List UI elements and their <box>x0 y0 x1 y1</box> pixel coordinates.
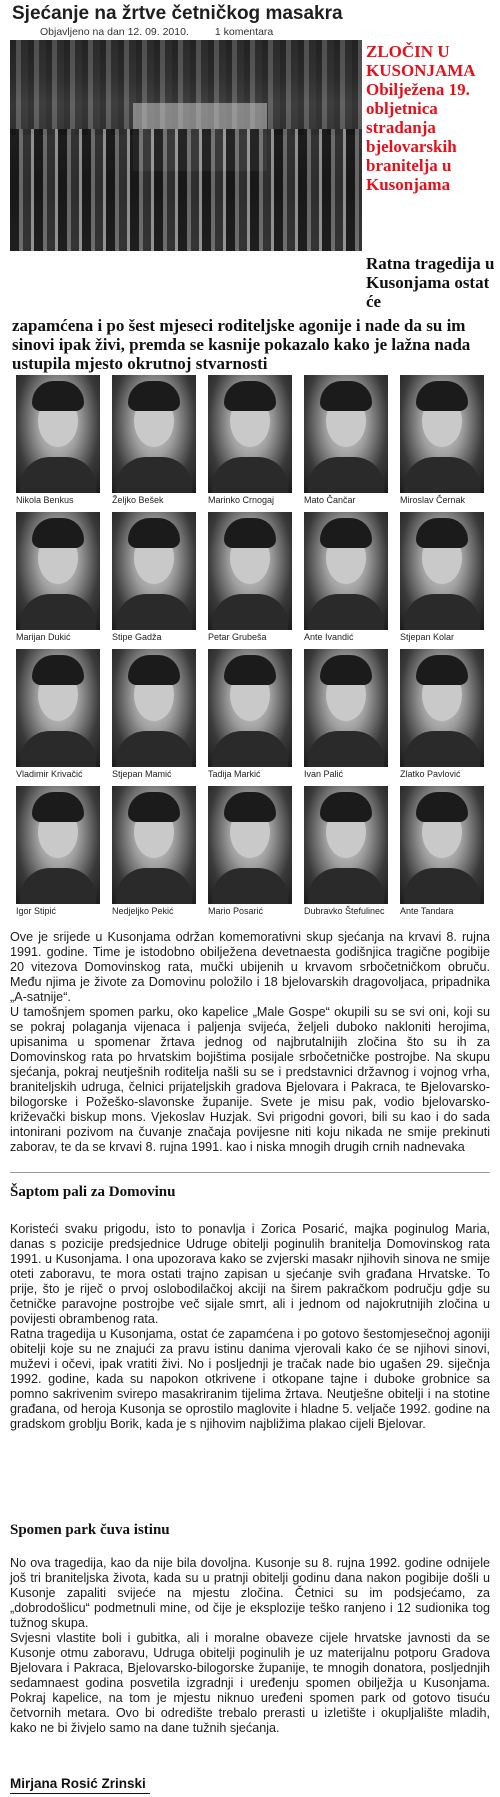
victim-card <box>394 786 490 923</box>
victim-name: Zlatko Pavlović <box>400 769 461 779</box>
victim-name: Vladimir Krivačić <box>16 769 83 779</box>
publish-date: Objavljeno na dan 12. 09. 2010. <box>40 26 189 38</box>
portrait-photo <box>16 375 100 493</box>
victim-card <box>106 375 202 512</box>
author-underline <box>10 1793 150 1794</box>
victim-card <box>298 649 394 786</box>
victim-card <box>202 786 298 923</box>
victim-name: Stipe Gadža <box>112 632 162 642</box>
red-headline: ZLOČIN U KUSONJAMA Obilježena 19. obljetnica stradanja bjelovarskih branitelja u Kusonjama <box>366 42 475 194</box>
victim-name: Mario Posarić <box>208 906 264 916</box>
victims-portrait-grid <box>10 375 490 923</box>
portrait-photo <box>208 649 292 767</box>
victim-card <box>106 649 202 786</box>
portrait-photo <box>112 786 196 904</box>
lead-text-side: Ratna tragedija u Kusonjama ostat će <box>366 254 495 311</box>
portrait-photo <box>208 512 292 630</box>
portrait-photo <box>304 649 388 767</box>
comments-link[interactable]: 1 komentara <box>214 26 274 38</box>
paragraph: Svjesni vlastite boli i gubitka, ali i moralne obaveze cijele hrvatske javnosti da se Kusonje otmu zaboravu, Udruga obitelji poginulih je uz materijalnu potporu Gradova Bjelovara i Pakraca, Bjelovarsko-bilogorske županije, te mnogih donatora, posljednjih sedamnaest godina posvetila izgradnji i uređenju spomen obilježja u Kusonjama. Pokraj kapelice, na tom je mjestu niknuo uređeni spomen park od gotovo tisuću četvornih metara. Ovo bi odredište trebalo prerasti u izletište i okupljalište mladih, kako ne bi živjelo samo na dane tužnih sjećanja. <box>10 1631 490 1735</box>
victim-name: Miroslav Černak <box>400 495 466 505</box>
victim-card <box>394 512 490 649</box>
portrait-photo <box>112 649 196 767</box>
article-meta <box>40 26 273 38</box>
funeral-photo <box>10 40 362 251</box>
victim-name: Dubravko Štefulinec <box>304 906 385 916</box>
portrait-photo <box>208 375 292 493</box>
portrait-photo <box>16 786 100 904</box>
victim-name: Tadija Markić <box>208 769 261 779</box>
paragraph: Ratna tragedija u Kusonjama, ostat će zapamćena i po gotovo šestomjesečnoj agoniji obitelji koje su ne znajući za pravu istinu danima vjerovali kako će se njihovi sinovi, muževi i očevi, ipak vratiti živi. No i posljednji je tračak nade bio ugašen 29. siječnja 1992. godine, kada su napokon otkrivene i otkopane tajne i duboke grobnice sa pomno sakrivenim svirepo masakriranim tijelima žrtava. Neutješne obitelji i na stotine građana, od heroja Kusonja se oprostilo maglovite i hladne 5. veljače 1992. godine na gradskom groblju Borik, kada je s njihovim najbližima plakao cijeli Bjelovar. <box>10 1327 490 1431</box>
victim-card <box>298 512 394 649</box>
section2-text <box>10 1222 490 1432</box>
portrait-photo <box>400 649 484 767</box>
victim-card <box>394 649 490 786</box>
victim-name: Ivan Palić <box>304 769 344 779</box>
victim-name: Marinko Crnogaj <box>208 495 275 505</box>
portrait-photo <box>400 512 484 630</box>
victim-card <box>106 786 202 923</box>
portrait-photo <box>16 649 100 767</box>
portrait-photo <box>304 786 388 904</box>
victim-name: Mato Čančar <box>304 495 356 505</box>
portrait-photo <box>112 375 196 493</box>
section-heading: Spomen park čuva istinu <box>10 1522 170 1538</box>
portrait-photo <box>112 512 196 630</box>
portrait-photo <box>304 512 388 630</box>
article-title: Sjećanje na žrtve četničkog masakra <box>12 3 343 24</box>
divider <box>10 1172 490 1173</box>
victim-name: Petar Grubeša <box>208 632 267 642</box>
victim-card <box>394 375 490 512</box>
lead-text: zapamćena i po šest mjeseci roditeljske agonije i nade da su im sinovi ipak živi, premda se kasnije pokazalo kako je lažna nada ustupila mjesto okrutnoj stvarnosti <box>12 316 471 373</box>
paragraph: U tamošnjem spomen parku, oko kapelice „Male Gospe“ okupili su se svi oni, koji su se pokraj polaganja vijenaca i paljenja svijeća, željeli duboko nakloniti herojima, upisanima u spomenar žrtava jednog od najbrutalnijih zločina što su ih za Domovinskog rata po hrvatskim bojištima posijale srbočetničke postrojbe. Na skupu sjećanja, pokraj neutješnih roditelja našli su se i predstavnici državnog i vojnog vrha, braniteljskih udruga, čelnici prijateljskih gradova Bjelovara i Pakraca, te Bjelovarsko-bilogorske i Požeško-slavonske županije. Svete je misu pak, vodio bjelovarsko-križevački biskup mons. Vjekoslav Huzjak. Svi prigodni govori, bili su kao i do sada intonirani pozivom na čuvanje značaja povijesne niti koju nikada ne smije prekinuti zaborav, te da se krvavi 8. rujna 1991. kao i niska mnogih drugih crnih nadnevaka <box>10 1005 490 1154</box>
victim-card <box>10 786 106 923</box>
portrait-photo <box>208 786 292 904</box>
victim-name: Ante Tandara <box>400 906 454 916</box>
victim-card <box>10 512 106 649</box>
victim-name: Željko Bešek <box>112 495 164 505</box>
paragraph: Koristeći svaku prigodu, isto to ponavlja i Zorica Posarić, majka poginulog Maria, danas s pozicije predsjednice Udruge obitelji poginulih branitelja Domovinskog rata 1991. u Kusonjama. I ona upozorava kako se zvjerski masakr njihovih sinova ne smije oteti zaboravu, te mora ostati trajno zapisan u sjećanje svih građana Hrvatske. To prije, što je riječ o prvoj oslobodilačkoj akciji na širem pakračkom području gdje su četničke paravojne postrojbe več sijale smrt, ali i jednom od najokrutnijih zločina u povijesti obrambenog rata. <box>10 1222 490 1326</box>
victim-card <box>202 649 298 786</box>
victim-card <box>202 512 298 649</box>
section3-text <box>10 1556 490 1736</box>
victim-card <box>298 375 394 512</box>
section-heading: Šaptom pali za Domovinu <box>10 1184 176 1200</box>
paragraph: Ove je srijede u Kusonjama održan komemorativni skup sjećanja na krvavi 8. rujna 1991. godine. Time je istodobno obilježena devetnaesta godišnjica tragične pogibije 20 vitezova Domovinskog rata, mučki ubijenih u krvavom srbočetničkom obruču. Među njima je živote za Domovinu položilo i 18 bjelovarskih dragovoljaca, pripadnika „A-satnije“. <box>10 930 490 1004</box>
victim-card <box>298 786 394 923</box>
portrait-photo <box>400 375 484 493</box>
victim-name: Stjepan Mamić <box>112 769 172 779</box>
victim-name: Nedjeljko Pekić <box>112 906 174 916</box>
victim-name: Ante Ivandić <box>304 632 354 642</box>
victim-name: Nikola Benkus <box>16 495 74 505</box>
victim-card <box>106 512 202 649</box>
portrait-photo <box>400 786 484 904</box>
paragraph: No ova tragedija, kao da nije bila dovoljna. Kusonje su 8. rujna 1992. godine odnijele još tri braniteljska života, kada su u pratnji obitelji godinu dana nakon pogibije došli u Kusonje zapaliti svijeće na mjestu zločina. Četnici su im podsjećamo, za „dobrodošlicu“ podmetnuli mine, od čije je eksplozije teško ranjeno i 12 sudionika tog tužnog skupa. <box>10 1556 490 1630</box>
portrait-photo <box>304 375 388 493</box>
author-name: Mirjana Rosić Zrinski <box>10 1776 146 1791</box>
portrait-photo <box>16 512 100 630</box>
victim-name: Stjepan Kolar <box>400 632 455 642</box>
section1-text <box>10 930 490 1155</box>
victim-card <box>10 649 106 786</box>
victim-card <box>10 375 106 512</box>
victim-card <box>202 375 298 512</box>
victim-name: Marijan Dukić <box>16 632 71 642</box>
victim-name: Igor Stipić <box>16 906 57 916</box>
